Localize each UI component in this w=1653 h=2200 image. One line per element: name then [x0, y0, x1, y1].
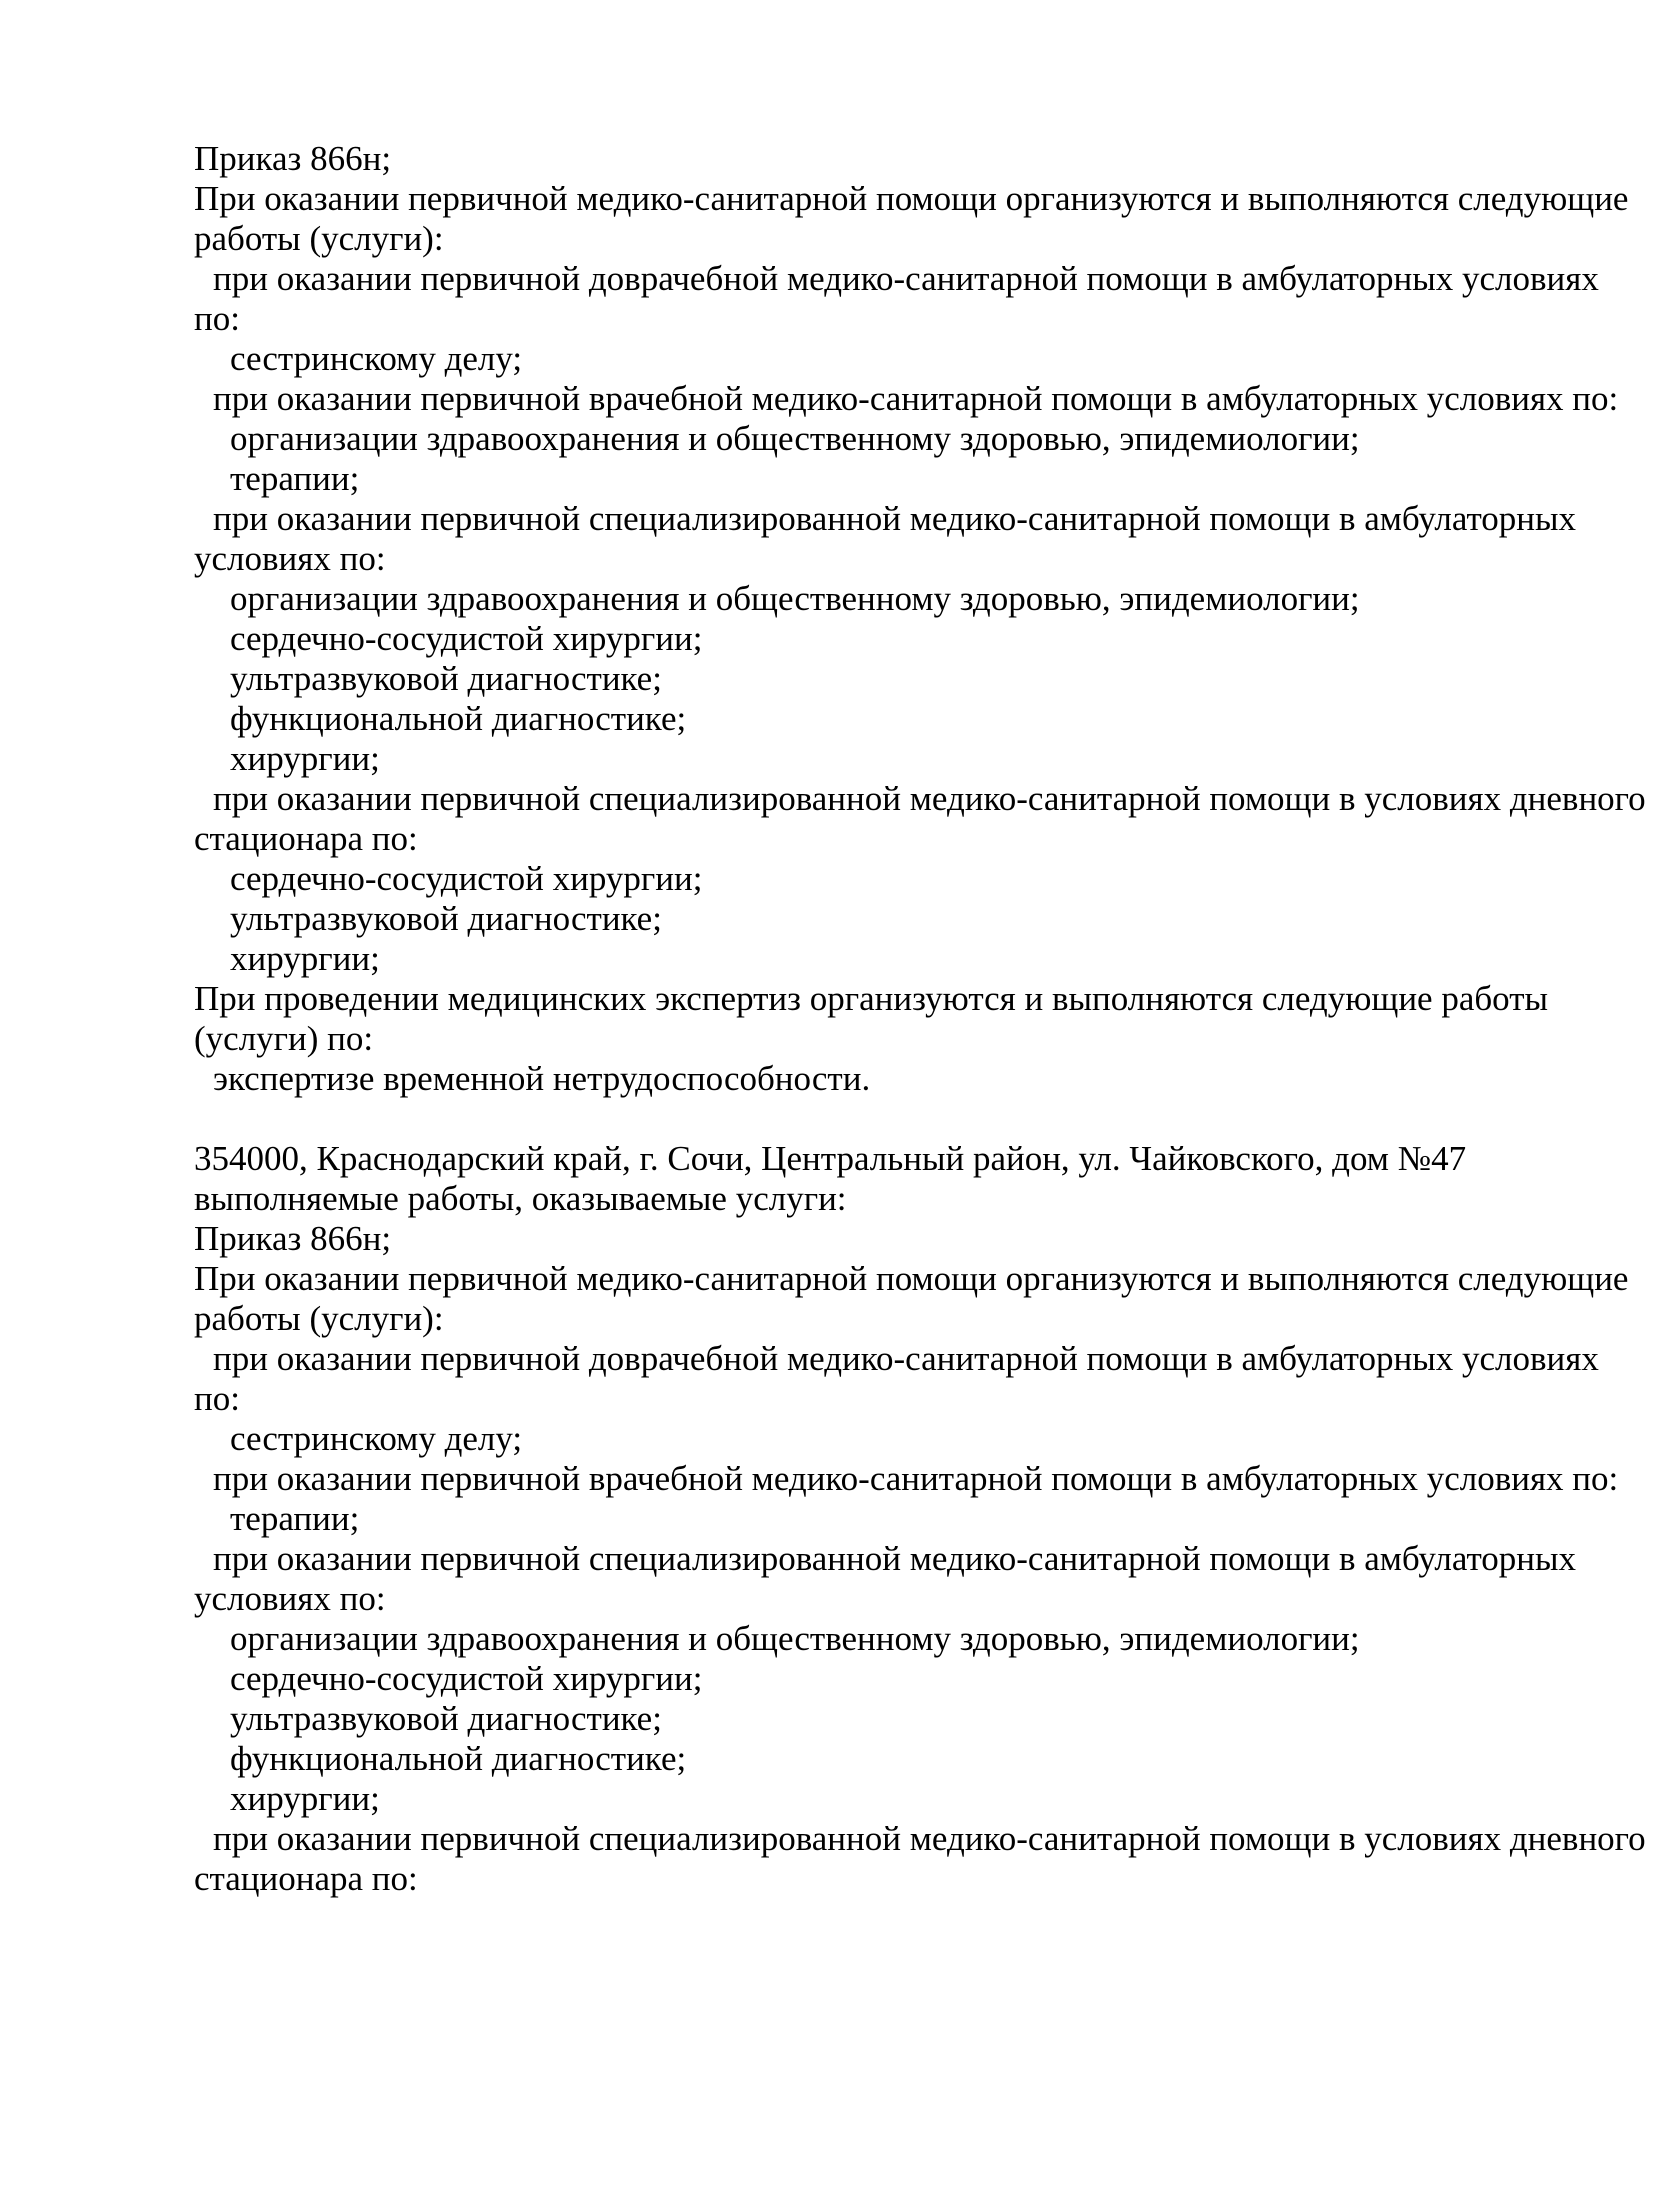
text-line: функциональной диагностике;	[230, 699, 687, 738]
text-line: ультразвуковой диагностике;	[230, 1699, 662, 1738]
text-line: терапии;	[230, 1499, 360, 1538]
text-line: (услуги) по:	[194, 1019, 374, 1058]
text-line: организации здравоохранения и общественному здоровью, эпидемиологии;	[230, 579, 1360, 618]
text-line: При оказании первичной медико-санитарной помощи организуются и выполняются следующие	[194, 179, 1629, 218]
text-line: при оказании первичной специализированной медико-санитарной помощи в амбулаторных	[213, 499, 1577, 538]
text-line: При проведении медицинских экспертиз организуются и выполняются следующие работы	[194, 979, 1549, 1018]
text-line: при оказании первичной врачебной медико-санитарной помощи в амбулаторных условиях по:	[213, 1459, 1619, 1498]
text-line: сердечно-сосудистой хирургии;	[230, 619, 703, 658]
text-line: функциональной диагностике;	[230, 1739, 687, 1778]
text-line: при оказании первичной специализированной медико-санитарной помощи в условиях дневного	[213, 1819, 1646, 1858]
text-line: по:	[194, 1379, 240, 1418]
text-line: хирургии;	[230, 1779, 380, 1818]
text-line: стационара по:	[194, 819, 418, 858]
text-line: сердечно-сосудистой хирургии;	[230, 859, 703, 898]
text-line: выполняемые работы, оказываемые услуги:	[194, 1179, 847, 1218]
text-line: Приказ 866н;	[194, 139, 392, 178]
text-line: сестринскому делу;	[230, 339, 523, 378]
text-line: при оказании первичной доврачебной медико-санитарной помощи в амбулаторных условиях	[213, 259, 1599, 298]
text-line: условиях по:	[194, 539, 386, 578]
license-works-services-text	[194, 139, 1646, 1899]
text-line: организации здравоохранения и общественному здоровью, эпидемиологии;	[230, 1619, 1360, 1658]
text-line: при оказании первичной специализированной медико-санитарной помощи в амбулаторных	[213, 1539, 1577, 1578]
text-line: при оказании первичной доврачебной медико-санитарной помощи в амбулаторных условиях	[213, 1339, 1599, 1378]
text-line: стационара по:	[194, 1859, 418, 1898]
text-line: ультразвуковой диагностике;	[230, 899, 662, 938]
text-line: хирургии;	[230, 939, 380, 978]
text-line: при оказании первичной врачебной медико-санитарной помощи в амбулаторных условиях по:	[213, 379, 1619, 418]
text-line: ультразвуковой диагностике;	[230, 659, 662, 698]
text-line: организации здравоохранения и общественному здоровью, эпидемиологии;	[230, 419, 1360, 458]
text-line: при оказании первичной специализированной медико-санитарной помощи в условиях дневного	[213, 779, 1646, 818]
text-line: 354000, Краснодарский край, г. Сочи, Центральный район, ул. Чайковского, дом №47	[194, 1139, 1467, 1178]
text-line: терапии;	[230, 459, 360, 498]
text-line: При оказании первичной медико-санитарной помощи организуются и выполняются следующие	[194, 1259, 1629, 1298]
text-line: условиях по:	[194, 1579, 386, 1618]
text-line: экспертизе временной нетрудоспособности.	[213, 1059, 871, 1098]
text-line: сестринскому делу;	[230, 1419, 523, 1458]
text-line: по:	[194, 299, 240, 338]
text-line: Приказ 866н;	[194, 1219, 392, 1258]
text-line: работы (услуги):	[194, 1299, 444, 1338]
text-line: работы (услуги):	[194, 219, 444, 258]
text-line: хирургии;	[230, 739, 380, 778]
text-line: сердечно-сосудистой хирургии;	[230, 1659, 703, 1698]
text-line	[194, 1099, 1614, 1139]
